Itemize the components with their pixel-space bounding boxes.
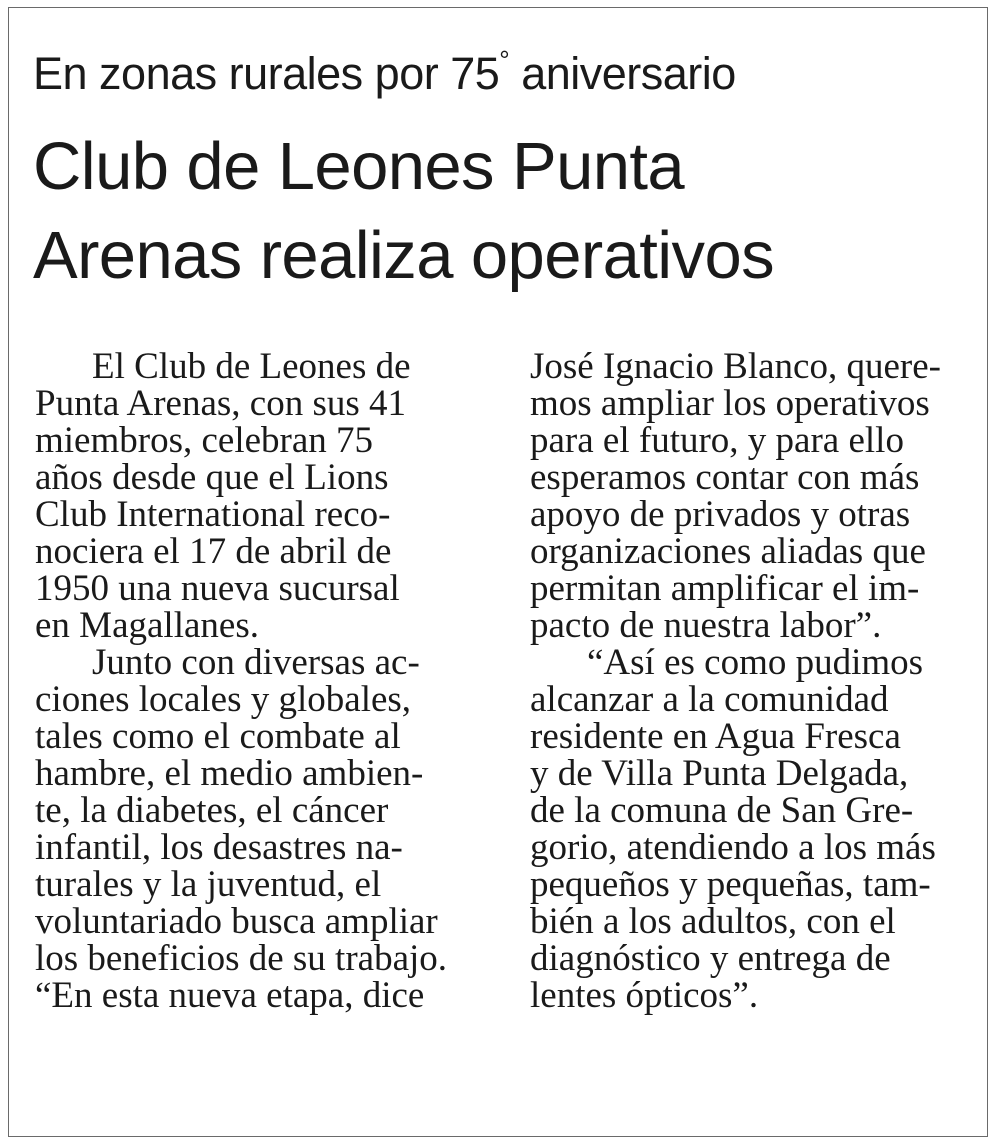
body-line: pacto de nuestra labor”. <box>530 605 882 646</box>
kicker-text: En zonas rurales por 75 <box>33 48 500 99</box>
headline <box>33 122 774 300</box>
body-line: te, la diabetes, el cáncer <box>35 790 389 831</box>
body-line: gorio, atendiendo a los más <box>530 827 936 868</box>
body-line: Punta Arenas, con sus 41 <box>35 383 406 424</box>
body-line: Club International reco- <box>35 494 391 535</box>
body-line: esperamos contar con más <box>530 457 920 498</box>
body-line: residente en Agua Fresca <box>530 716 901 757</box>
article-clipping <box>8 7 988 1137</box>
body-line: voluntariado busca ampliar <box>35 901 438 942</box>
body-line: nociera el 17 de abril de <box>35 531 392 572</box>
body-line: de la comuna de San Gre- <box>530 790 914 831</box>
body-line: años desde que el Lions <box>35 457 389 498</box>
body-line: en Magallanes. <box>35 605 259 646</box>
body-line: los beneficios de su trabajo. <box>35 938 448 979</box>
body-line: “Así es como pudimos <box>587 642 924 683</box>
body-line: ciones locales y globales, <box>35 679 412 720</box>
headline-line: Club de Leones Punta <box>33 129 685 204</box>
body-line: turales y la juventud, el <box>35 864 382 905</box>
body-line: bién a los adultos, con el <box>530 901 896 942</box>
kicker-end: aniversario <box>521 48 736 99</box>
body-line: para el futuro, y para ello <box>530 420 904 461</box>
body-line: tales como el combate al <box>35 716 401 757</box>
body-line: hambre, el medio ambien- <box>35 753 424 794</box>
body-line: El Club de Leones de <box>92 346 411 387</box>
body-line: organizaciones aliadas que <box>530 531 926 572</box>
body-line: mos ampliar los operativos <box>530 383 930 424</box>
body-line: miembros, celebran 75 <box>35 420 374 461</box>
body-line: pequeños y pequeñas, tam- <box>530 864 931 905</box>
body-line: alcanzar a la comunidad <box>530 679 889 720</box>
body-line: “En esta nueva etapa, dice <box>35 975 425 1016</box>
body-line: José Ignacio Blanco, quere- <box>530 346 941 387</box>
body-column-left <box>35 348 480 1014</box>
body-line: diagnóstico y entrega de <box>530 938 891 979</box>
body-line: permitan amplificar el im- <box>530 568 920 609</box>
body-line: y de Villa Punta Delgada, <box>530 753 909 794</box>
body-column-right <box>530 348 974 1014</box>
body-line: apoyo de privados y otras <box>530 494 911 535</box>
body-line: lentes ópticos”. <box>530 975 759 1016</box>
kicker-ordinal: ° <box>499 45 510 75</box>
headline-line: Arenas realiza operativos <box>33 218 775 293</box>
body-line: Junto con diversas ac- <box>92 642 420 683</box>
kicker <box>33 30 736 104</box>
body-line: infantil, los desastres na- <box>35 827 403 868</box>
body-line: 1950 una nueva sucursal <box>35 568 400 609</box>
